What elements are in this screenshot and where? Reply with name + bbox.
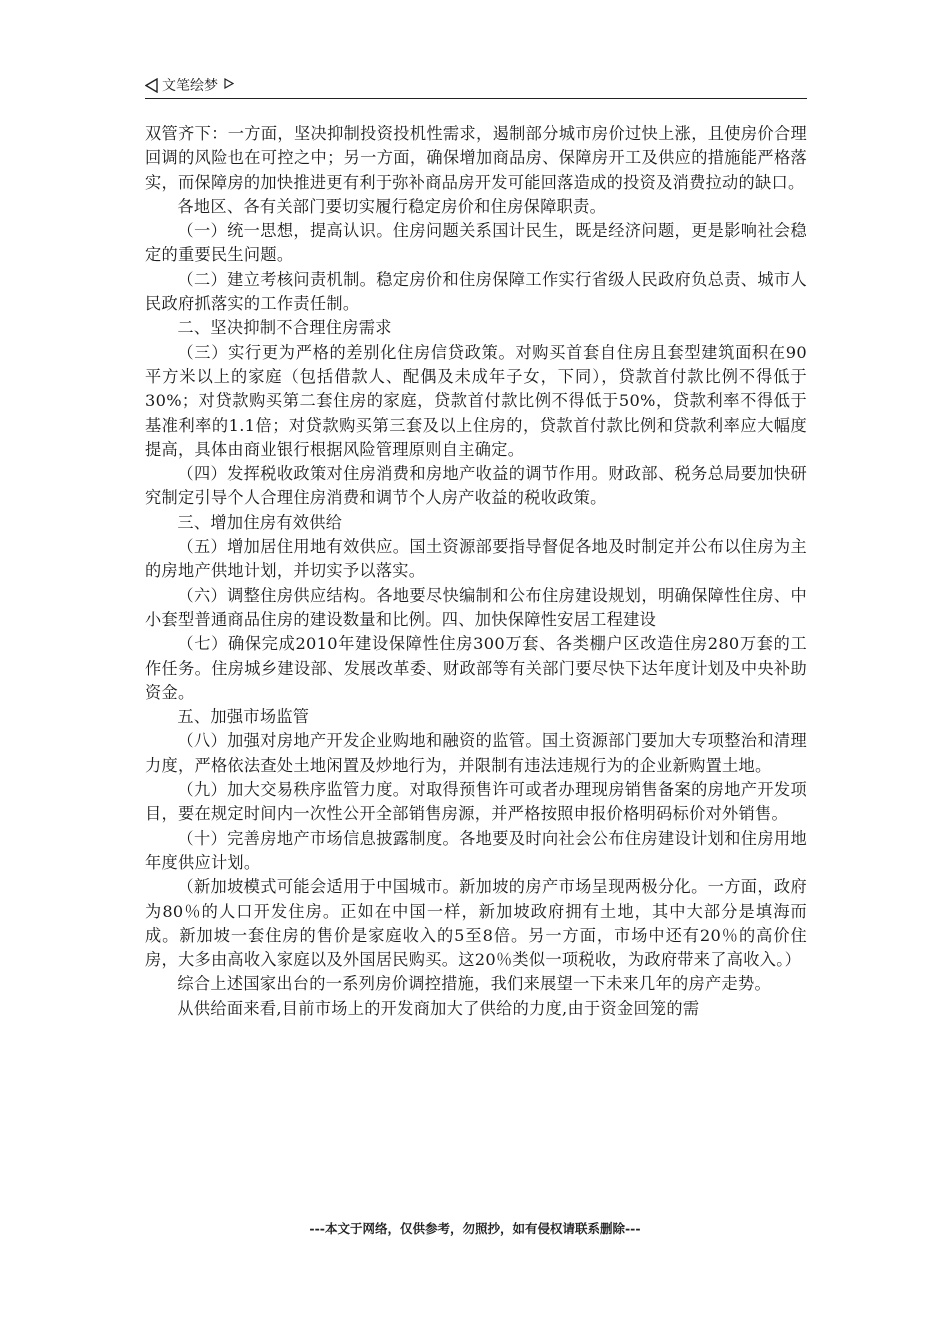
brand-name: 文笔绘梦: [162, 78, 218, 94]
triangle-right-icon: [224, 78, 234, 89]
paragraph: （六）调整住房供应结构。各地要尽快编制和公布住房建设规划，明确保障性住房、中小套型普通商品住房的建设数量和比例。四、加快保障性安居工程建设: [145, 585, 807, 629]
paragraph: （四）发挥税收政策对住房消费和房地产收益的调节作用。财政部、税务总局要加快研究制定引导个人合理住房消费和调节个人房产收益的税收政策。: [145, 464, 807, 508]
paragraph: （新加坡模式可能会适用于中国城市。新加坡的房产市场呈现两极分化。一方面，政府为80％的人口开发住房。正如在中国一样，新加坡政府拥有土地，其中大部分是填海而成。新加坡一套住房的售价是家庭收入的5至8倍。另一方面，市场中还有20％的高价住房，大多由高收入家庭以及外国居民购买。这20％类似一项税收，为政府带来了高收入。）: [145, 877, 807, 970]
paragraph-intro-continued: 双管齐下：一方面，坚决抑制投资投机性需求，遏制部分城市房价过快上涨，且使房价合理回调的风险也在可控之中；另一方面，确保增加商品房、保障房开工及供应的措施能严格落实，而保障房的加快推进更有利于弥补商品房开发可能回落造成的投资及消费拉动的缺口。: [145, 124, 807, 192]
section-heading: 二、坚决抑制不合理住房需求: [177, 318, 392, 338]
section-heading: 五、加强市场监管: [177, 707, 310, 727]
paragraph: （九）加大交易秩序监管力度。对取得预售许可或者办理现房销售备案的房地产开发项目，要在规定时间内一次性公开全部销售房源，并严格按照申报价格明码标价对外销售。: [145, 780, 807, 824]
paragraph: 从供给面来看,目前市场上的开发商加大了供给的力度,由于资金回笼的需: [177, 998, 700, 1018]
paragraph: （十）完善房地产市场信息披露制度。各地要及时向社会公布住房建设计划和住房用地年度供应计划。: [145, 828, 807, 872]
page-header: [145, 72, 807, 99]
document-body: [145, 122, 807, 1021]
paragraph: （三）实行更为严格的差别化住房信贷政策。对购买首套自住房且套型建筑面积在90平方米以上的家庭（包括借款人、配偶及未成年子女，下同），贷款首付款比例不得低于30%；对贷款购买第二套住房的家庭，贷款首付款比例不得低于50%，贷款利率不得低于基准利率的1.1倍；对贷款购买第三套及以上住房的，贷款首付款比例和贷款利率应大幅度提高，具体由商业银行根据风险管理原则自主确定。: [145, 342, 807, 459]
paragraph: （八）加强对房地产开发企业购地和融资的监管。国土资源部门要加大专项整治和清理力度，严格依法查处土地闲置及炒地行为，并限制有违法违规行为的企业新购置土地。: [145, 731, 807, 775]
paragraph: 综合上述国家出台的一系列房价调控措施，我们来展望一下未来几年的房产走势。: [177, 974, 771, 994]
paragraph: （五）增加居住用地有效供应。国土资源部要指导督促各地及时制定并公布以住房为主的房地产供地计划，并切实予以落实。: [145, 537, 807, 581]
footer-notice: ---本文于网络，仅供参考，勿照抄，如有侵权请联系删除---: [309, 1221, 641, 1236]
brand: [145, 75, 234, 95]
section-heading: 三、增加住房有效供给: [177, 512, 343, 532]
paragraph: （二）建立考核问责机制。稳定房价和住房保障工作实行省级人民政府负总责、城市人民政府抓落实的工作责任制。: [145, 269, 807, 314]
paragraph: （七）确保完成2010年建设保障性住房300万套、各类棚户区改造住房280万套的工作任务。住房城乡建设部、发展改革委、财政部等有关部门要尽快下达年度计划及中央补助资金。: [145, 634, 807, 702]
paragraph: （一）统一思想，提高认识。住房问题关系国计民生，既是经济问题，更是影响社会稳定的重要民生问题。: [145, 221, 807, 265]
paragraph: 各地区、各有关部门要切实履行稳定房价和住房保障职责。: [177, 196, 607, 216]
triangle-left-icon: [145, 78, 158, 93]
